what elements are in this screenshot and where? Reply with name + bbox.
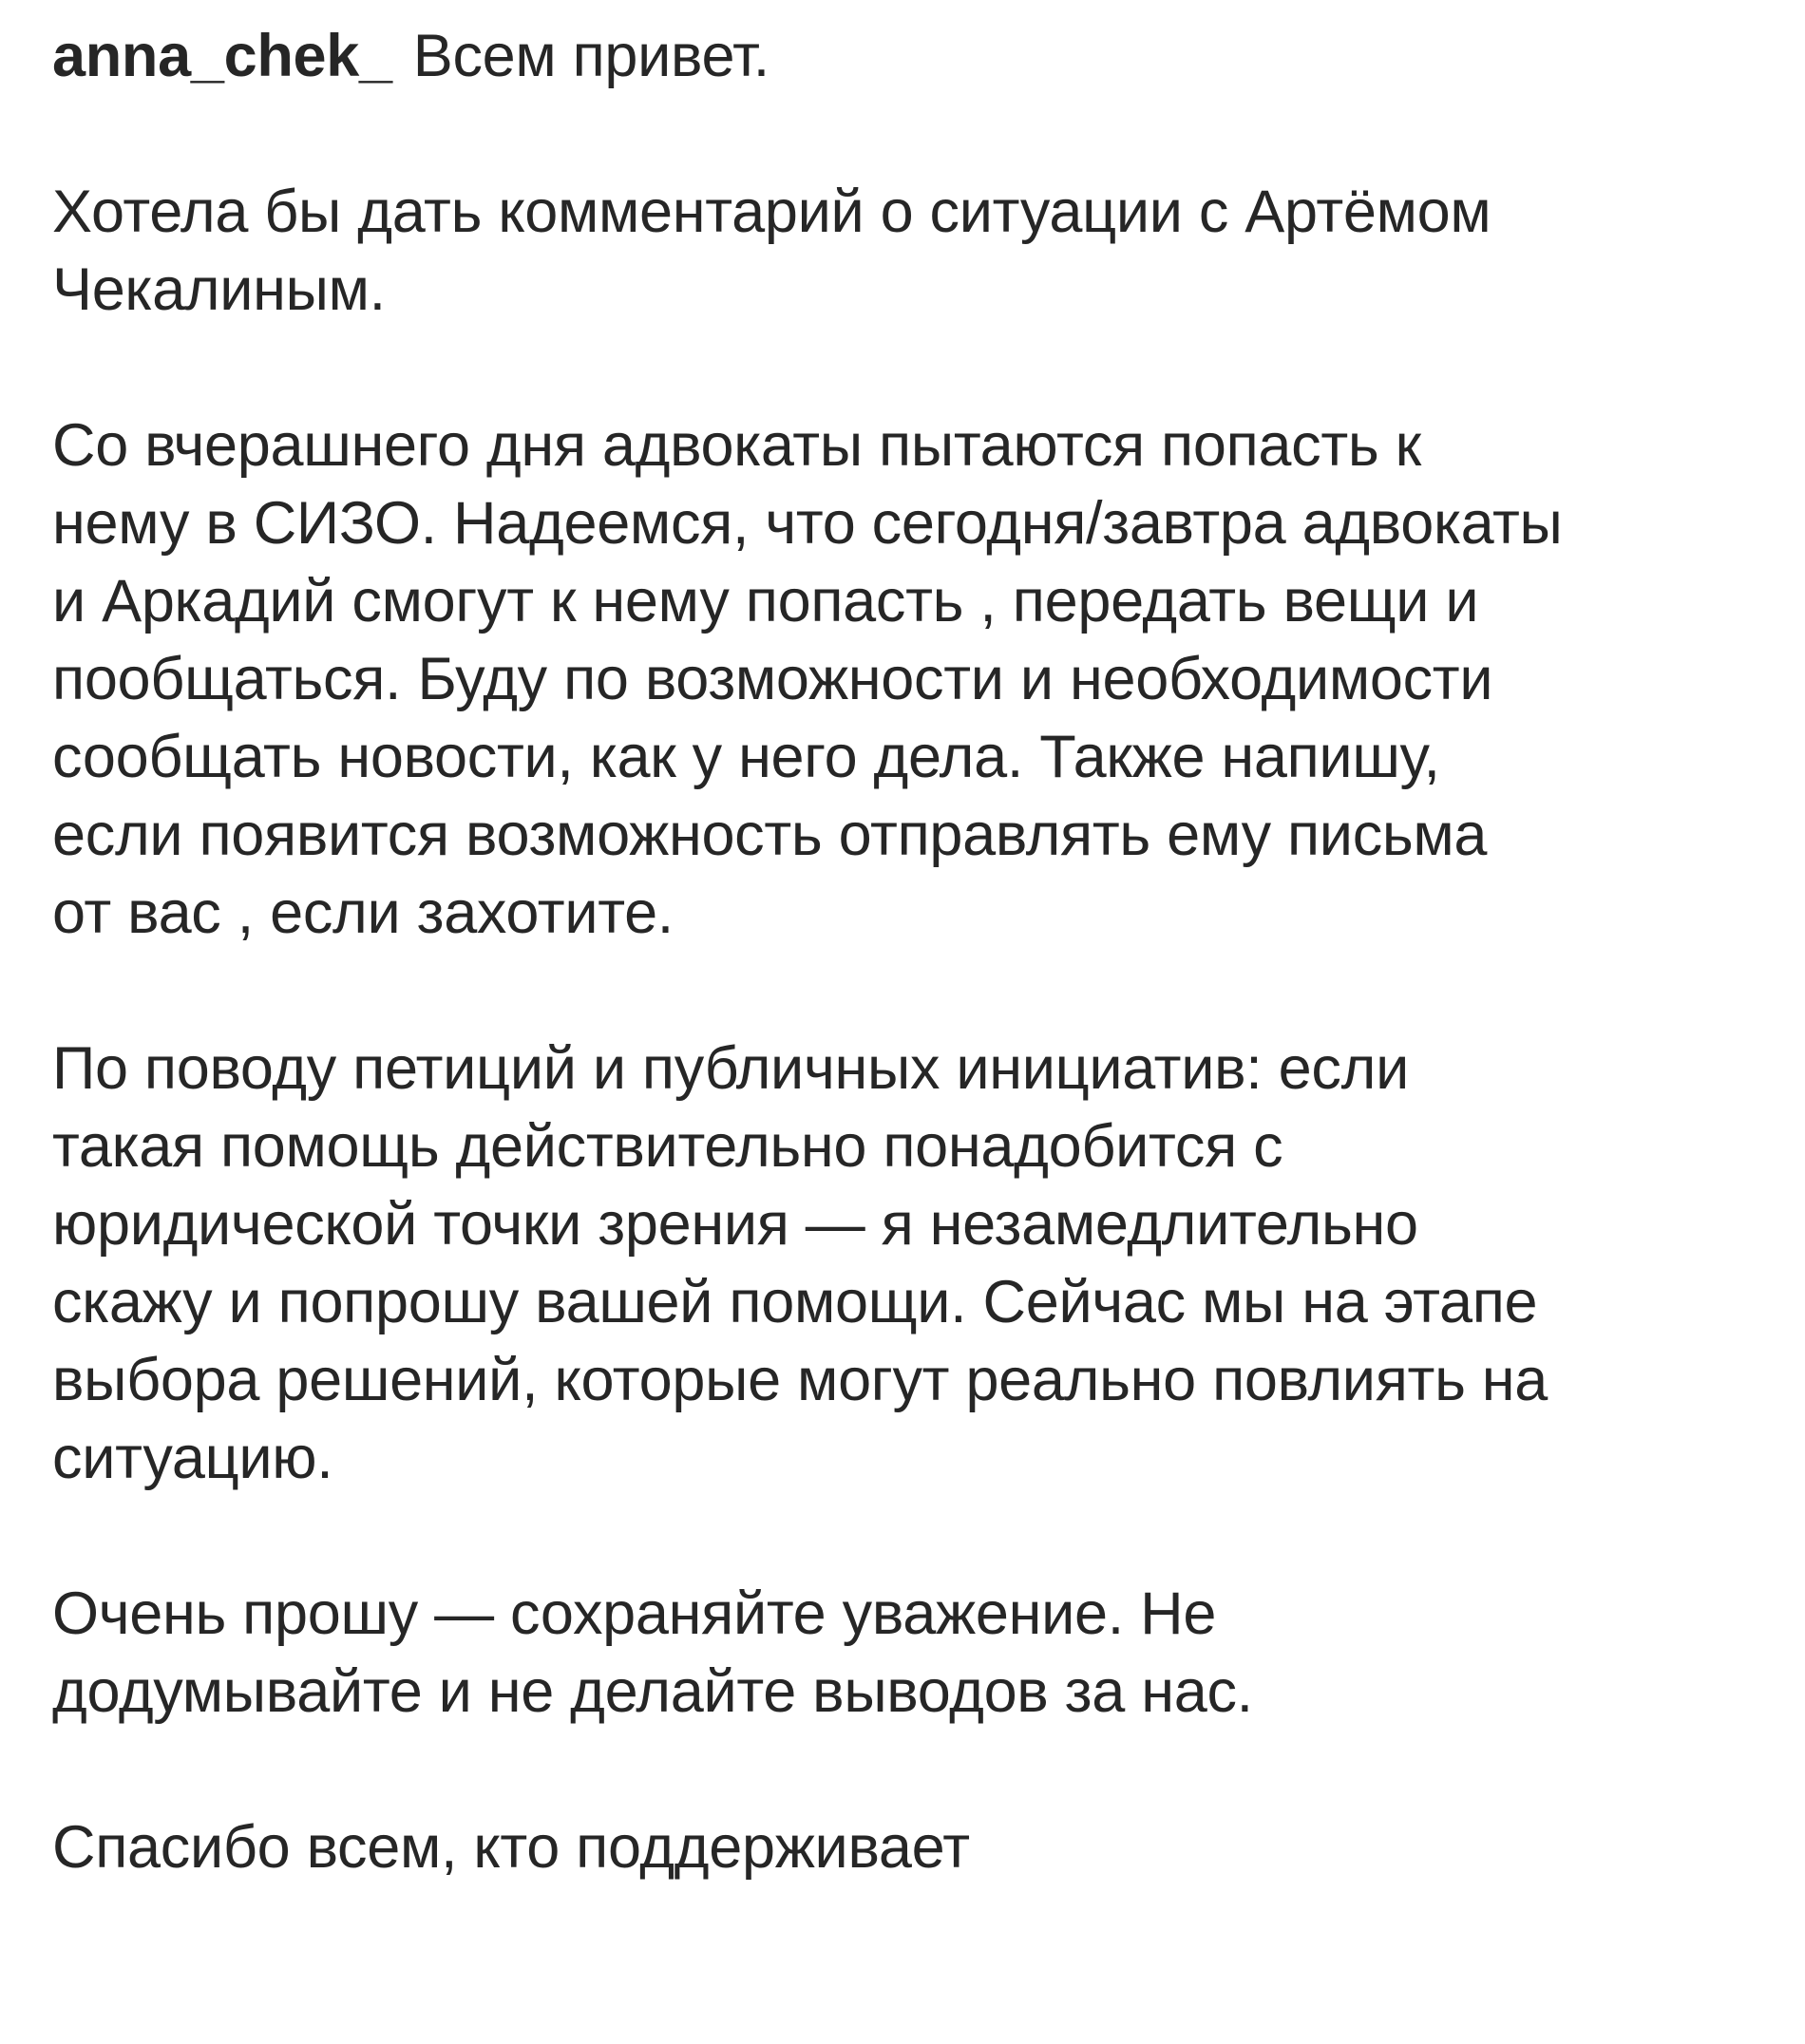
caption-paragraph: Спасибо всем, кто поддерживает bbox=[52, 1814, 970, 1881]
caption-paragraph: По поводу петиций и публичных инициатив: если такая помощь действительно понадобится с юридической точки зрения — я незамедлительно скажу и попрошу вашей помощи. Сейчас мы на этапе выбора решений, которые могут реально повлиять на ситуацию. bbox=[52, 1035, 1548, 1491]
caption-paragraph: Очень прошу — сохраняйте уважение. Не додумывайте и не делайте выводов за нас. bbox=[52, 1580, 1253, 1725]
caption-paragraph: Со вчерашнего дня адвокаты пытаются попасть к нему в СИЗО. Надеемся, что сегодня/завтра адвокаты и Аркадий смогут к нему попасть , передать вещи и пообщаться. Буду по возможности и необходимости сообщать новости, как у него дела. Также напишу, если появится возможность отправлять ему письма от вас , если захотите. bbox=[52, 412, 1563, 946]
username-link[interactable]: anna_chek_ bbox=[52, 23, 392, 89]
caption-paragraph: Хотела бы дать комментарий о ситуации с Артёмом Чекалиным. bbox=[52, 179, 1492, 323]
post-caption bbox=[52, 17, 1762, 1964]
greeting-text: Всем привет. bbox=[412, 23, 770, 89]
caption-first-line bbox=[52, 17, 1762, 95]
